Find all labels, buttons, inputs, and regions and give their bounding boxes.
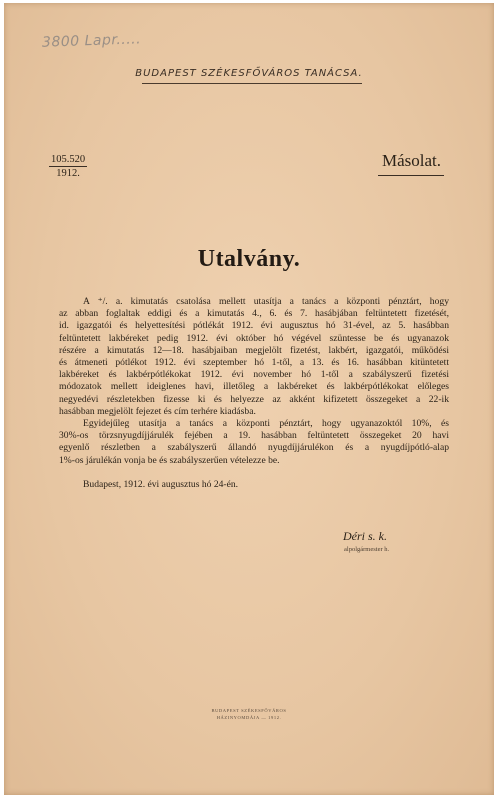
body-line: feltüntetett lakbéreket pedig 1912. évi október hó végével szüntesse be és ugyanazok [59, 332, 449, 344]
body-line: és átmeneti pótlékot 1912. évi szeptember hó 1-től, a 13. és 16. hasábban kitüntetett [59, 357, 449, 369]
body-line: A ⁺/. a. kimutatás csatolása mellett utasítja a tanács a központi pénztárt, hogy [83, 296, 449, 307]
issuing-authority: BUDAPEST SZÉKESFŐVÁROS TANÁCSA. [135, 68, 363, 79]
date-line: Budapest, 1912. évi augusztus hó 24-én. [83, 478, 239, 490]
document-title: Utalvány. [197, 246, 301, 272]
body-line: hasábban megjelölt fejezet és cím terhére kiadásba. [59, 405, 256, 417]
imprint-line-1: BUDAPEST SZÉKESFŐVÁROS [211, 708, 287, 713]
body-line: az abban foglaltak eddigi és a kimutatás 4., 6. és 7. hasábjában feltüntetett fizetését, [59, 308, 449, 320]
copy-mark-underline [378, 175, 444, 176]
imprint-line-2: HÁZINYOMDÁJA — 1912. [216, 715, 282, 720]
document-sheet [4, 3, 494, 795]
file-number-year: 1912. [56, 168, 80, 179]
body-line: negyedévi részletekben fizesse ki és helyezze az akként kifizetett összegeket a 22-ik [59, 393, 449, 405]
paragraph-gap [59, 467, 449, 479]
body-line: részére a kimutatás 12—18. hasábjaiban megjelölt fizetést, lakbért, igazgatói, működési [59, 344, 449, 356]
copy-mark: Másolat. [382, 151, 442, 170]
signature-name: Déri s. k. [343, 529, 387, 543]
pencil-note: 3800 Lapr..... [41, 31, 142, 51]
printer-imprint [4, 707, 494, 721]
body-line: egyenlő részletben a szabályszerű állandó nyugdíjjárulékon és a nyugdíjpótló-alap [59, 442, 449, 454]
body-line: 1%-os járulékán vonja be és szabályszerűen vételezze be. [59, 454, 280, 466]
body-line: módozatok mellett ideiglenes havi, illetőleg a lakbéreket és lakbérpótlékokat előleges [59, 381, 449, 393]
document-body [59, 296, 449, 491]
body-line: Egyidejűleg utasítja a tanács a központi pénztárt, hogy ugyanazoktól 10%, és [83, 418, 449, 430]
body-line: 30%-os törzsnyugdíjjárulék fejében a 19. hasábban feltüntetett összegeket 20 havi [59, 430, 449, 442]
file-number [49, 153, 87, 180]
signature-title: alpolgármester h. [344, 546, 390, 553]
authority-underline [142, 83, 362, 84]
body-line: lakbéreket és lakbérpótlékokat 1912. évi november hó 1-től a szabályszerű fizetési [59, 369, 449, 381]
file-number-value: 105.520 [51, 154, 86, 165]
body-line: id. igazgatói és helyettesítési pótlékát 1912. évi augusztus hó 31-ével, az 5. hasábban [59, 320, 449, 332]
